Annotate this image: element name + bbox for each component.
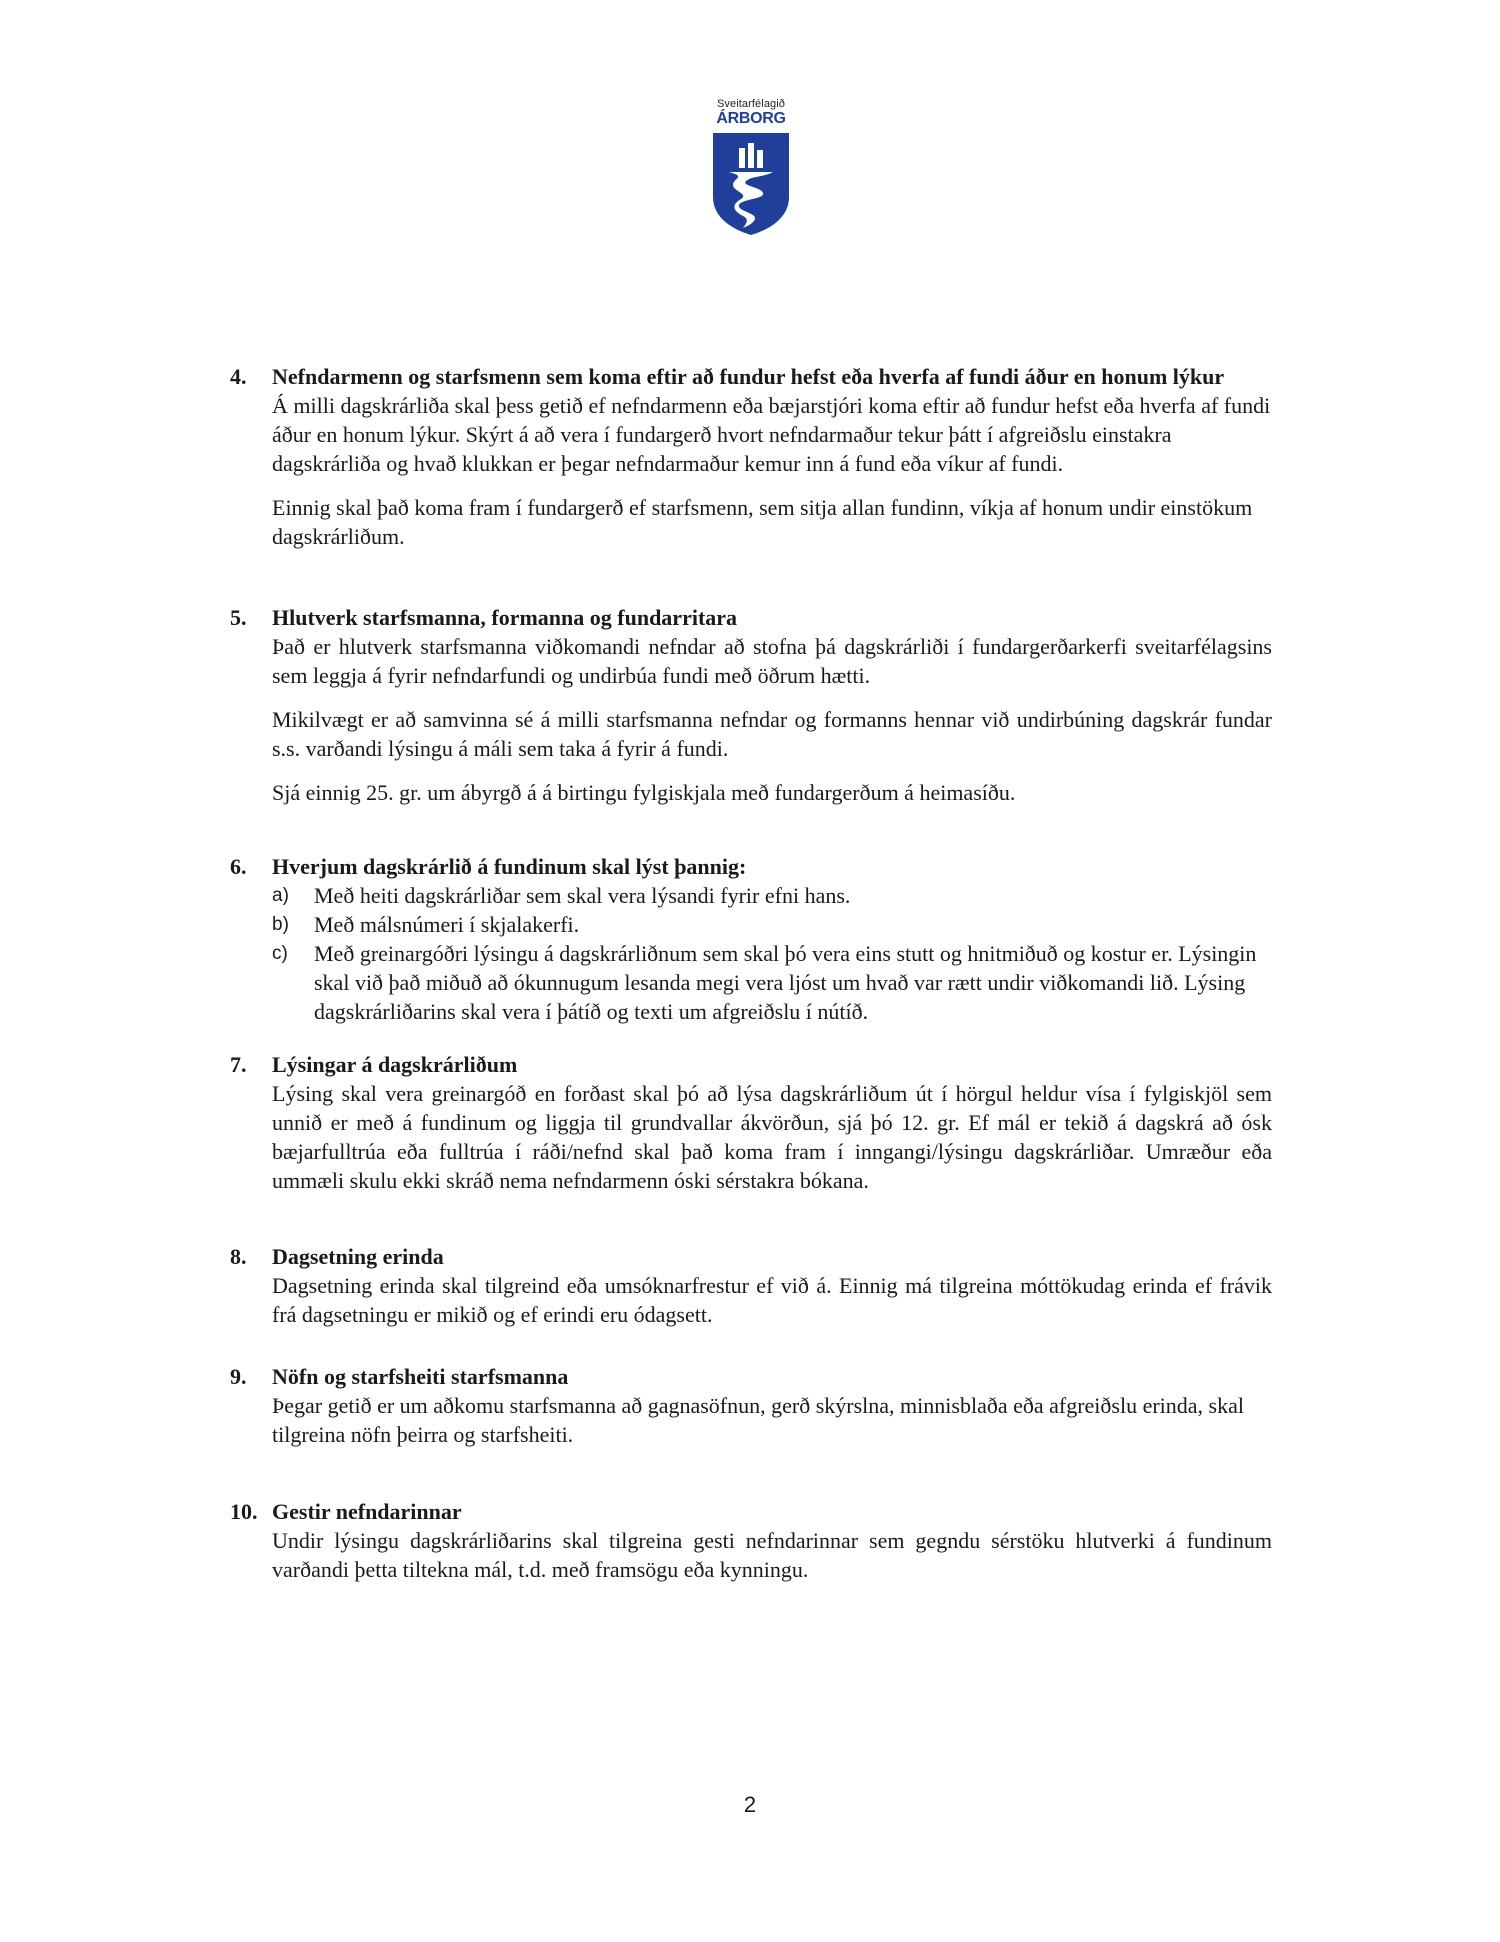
list-item [272,910,1272,939]
section-9 [230,1362,1272,1449]
section-paragraph: Á milli dagskrárliða skal þess getið ef nefndarmenn eða bæjarstjóri koma eftir að fundur hefst eða hverfa af fundi áður en honum lýkur. Skýrt á að vera í fundargerð hvort nefndarmaður tekur þátt í afgreiðslu einstakra dagskrárliða og hvað klukkan er þegar nefndarmaður kemur inn á fund eða víkur af fundi. [272,393,1271,476]
section-paragraph: Undir lýsingu dagskrárliðarins skal tilgreina gesti nefndarinnar sem gegndu sérstöku hlutverki á fundinum varðandi þetta tiltekna mál, t.d. með framsögu eða kynningu. [272,1528,1272,1582]
section-heading: Nöfn og starfsheiti starfsmanna [272,1364,569,1389]
section-paragraph: Einnig skal það koma fram í fundargerð ef starfsmenn, sem sitja allan fundinn, víkja af honum undir einstökum dagskrárliðum. [272,495,1253,549]
list-item [272,939,1272,1026]
section-paragraph: Það er hlutverk starfsmanna viðkomandi nefndar að stofna þá dagskrárliði í fundargerðarkerfi sveitarfélagsins sem leggja á fyrir nefndarfundi og undirbúa fundi með öðrum hætti. [272,634,1272,688]
section-number: 6. [230,854,247,879]
section-paragraph: Mikilvægt er að samvinna sé á milli starfsmanna nefndar og formanns hennar við undirbúning dagskrár fundar s.s. varðandi lýsingu á máli sem taka á fyrir á fundi. [272,707,1272,761]
logo-top-text: Sveitarfélagið [716,98,786,110]
section-heading: Hverjum dagskrárlið á fundinum skal lýst þannig: [272,854,747,879]
list-letter: b) [272,914,289,935]
section-4 [230,362,1272,551]
section-paragraph: Dagsetning erinda skal tilgreind eða umsóknarfrestur ef við á. Einnig má tilgreina móttökudag erinda ef frávik frá dagsetningu er mikið og ef erindi eru ódagsett. [272,1273,1272,1327]
section-number: 5. [230,605,247,630]
list-letter: c) [272,943,288,964]
section-paragraph: Lýsing skal vera greinargóð en forðast skal þó að lýsa dagskrárliðum út í hörgul heldur vísa í fylgiskjöl sem unnið er með á fundinum og liggja til grundvallar ákvörðun, sjá þó 12. gr. Ef mál er tekið á dagskrá að ósk bæjarfulltrúa eða fulltrúa í ráði/nefnd skal það koma fram í inngangi/lýsingu dagskrárliðar. Umræður eða ummæli skulu ekki skráð nema nefndarmenn óski sérstakra bókana. [272,1081,1272,1193]
section-paragraph: Sjá einnig 25. gr. um ábyrgð á á birtingu fylgiskjala með fundargerðum á heimasíðu. [272,780,1016,805]
section-number: 9. [230,1364,247,1389]
list-item-text: Með heiti dagskrárliðar sem skal vera lýsandi fyrir efni hans. [314,883,851,908]
section-7 [230,1050,1272,1195]
section-number: 8. [230,1244,247,1269]
document-body [230,362,1272,1584]
section-heading: Dagsetning erinda [272,1244,444,1269]
section-heading: Hlutverk starfsmanna, formanna og fundarritara [272,605,738,630]
list-item-text: Með málsnúmeri í skjalakerfi. [314,912,580,937]
arborg-shield-icon [711,131,791,237]
logo-name: ÁRBORG [716,110,786,127]
section-number: 10. [230,1499,258,1524]
section-paragraph: Þegar getið er um aðkomu starfsmanna að gagnasöfnun, gerð skýrslna, minnisblaða eða afgreiðslu erinda, skal tilgreina nöfn þeirra og starfsheiti. [272,1393,1244,1447]
section-number: 7. [230,1052,247,1077]
section-6 [230,852,1272,1026]
section-5 [230,603,1272,807]
section-heading: Nefndarmenn og starfsmenn sem koma eftir að fundur hefst eða hverfa af fundi áður en honum lýkur [272,364,1225,389]
section-10 [230,1497,1272,1584]
list-item-text: Með greinargóðri lýsingu á dagskrárliðnum sem skal þó vera eins stutt og hnitmiðuð og kostur er. Lýsingin skal við það miðuð að ókunnugum lesanda megi vera ljóst um hvað var rætt undir viðkomandi lið. Lýsing dagskrárliðarins skal vera í þátíð og texti um afgreiðslu í nútíð. [314,941,1257,1024]
section-number: 4. [230,364,247,389]
arborg-logo [706,98,796,237]
section-heading: Gestir nefndarinnar [272,1499,462,1524]
section-8 [230,1242,1272,1329]
list-letter: a) [272,885,289,906]
section-heading: Lýsingar á dagskrárliðum [272,1052,518,1077]
page-number: 2 [743,1792,757,1817]
list-item [272,881,1272,910]
